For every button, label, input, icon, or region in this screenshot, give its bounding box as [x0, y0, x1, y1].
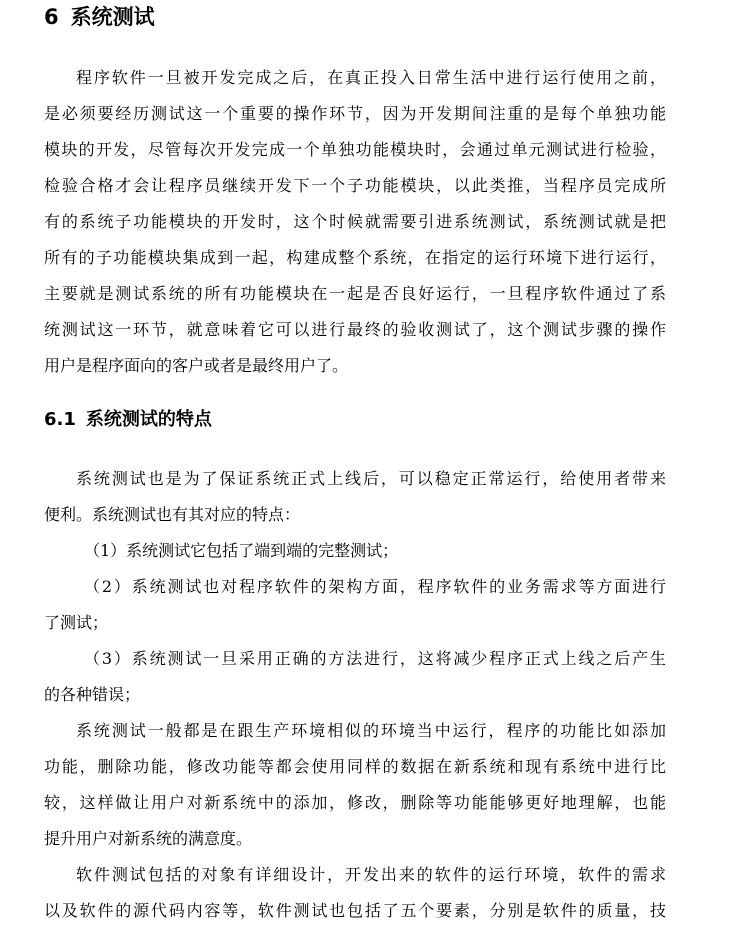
section-number: 6 — [44, 5, 59, 29]
list-item-line: 了测试； — [44, 613, 109, 632]
paragraph-line: 所有的子功能模块集成到一起，构建成整个系统，在指定的运行环境下进行运行， — [44, 248, 666, 267]
list-item-line: （2）系统测试也对程序软件的架构方面，程序软件的业务需求等方面进行 — [84, 577, 666, 596]
paragraph-line: 功能，删除功能，修改功能等都会使用同样的数据在新系统和现有系统中进行比 — [44, 757, 666, 776]
section-heading — [44, 2, 155, 32]
features-section-body — [44, 461, 666, 929]
subsection-title: 系统测试的特点 — [85, 409, 212, 430]
subsection-heading — [44, 406, 212, 434]
paragraph-line: 检验合格才会让程序员继续开发下一个子功能模块，以此类推，当程序员完成所 — [44, 176, 666, 195]
section-title: 系统测试 — [70, 5, 155, 29]
paragraph-line: 系统测试一般都是在跟生产环境相似的环境当中运行，程序的功能比如添加 — [76, 721, 666, 740]
paragraph-line: 提升用户对新系统的满意度。 — [44, 829, 253, 848]
paragraph-line: 是必须要经历测试这一个重要的操作环节，因为开发期间注重的是每个单独功能 — [44, 104, 666, 123]
intro-paragraph — [44, 60, 666, 384]
paragraph-line: 软件测试包括的对象有详细设计，开发出来的软件的运行环境，软件的需求 — [76, 865, 666, 884]
paragraph-line: 主要就是测试系统的所有功能模块在一起是否良好运行，一旦程序软件通过了系 — [44, 284, 666, 303]
paragraph-line: 程序软件一旦被开发完成之后，在真正投入日常生活中进行运行使用之前， — [76, 68, 666, 87]
paragraph-line: 系统测试也是为了保证系统正式上线后，可以稳定正常运行，给使用者带来 — [76, 469, 666, 488]
list-item-line: 的各种错误； — [44, 685, 141, 704]
paragraph-line: 统测试这一环节，就意味着它可以进行最终的验收测试了，这个测试步骤的操作 — [44, 320, 666, 339]
paragraph-line: 模块的开发，尽管每次开发完成一个单独功能模块时，会通过单元测试进行检验， — [44, 140, 666, 159]
paragraph-line: 以及软件的源代码内容等，软件测试也包括了五个要素，分别是软件的质量，技 — [44, 901, 666, 920]
paragraph-line: 有的系统子功能模块的开发时，这个时候就需要引进系统测试，系统测试就是把 — [44, 212, 666, 231]
list-item-line: （3）系统测试一旦采用正确的方法进行，这将减少程序正式上线之后产生 — [84, 649, 666, 668]
paragraph-line: 较，这样做让用户对新系统中的添加，修改，删除等功能能够更好地理解，也能 — [44, 793, 666, 812]
subsection-number: 6.1 — [44, 409, 76, 430]
list-item-line: （1）系统测试它包括了端到端的完整测试； — [84, 541, 399, 560]
paragraph-line: 便利。系统测试也有其对应的特点： — [44, 505, 301, 524]
paragraph-line: 用户是程序面向的客户或者是最终用户了。 — [44, 356, 349, 375]
